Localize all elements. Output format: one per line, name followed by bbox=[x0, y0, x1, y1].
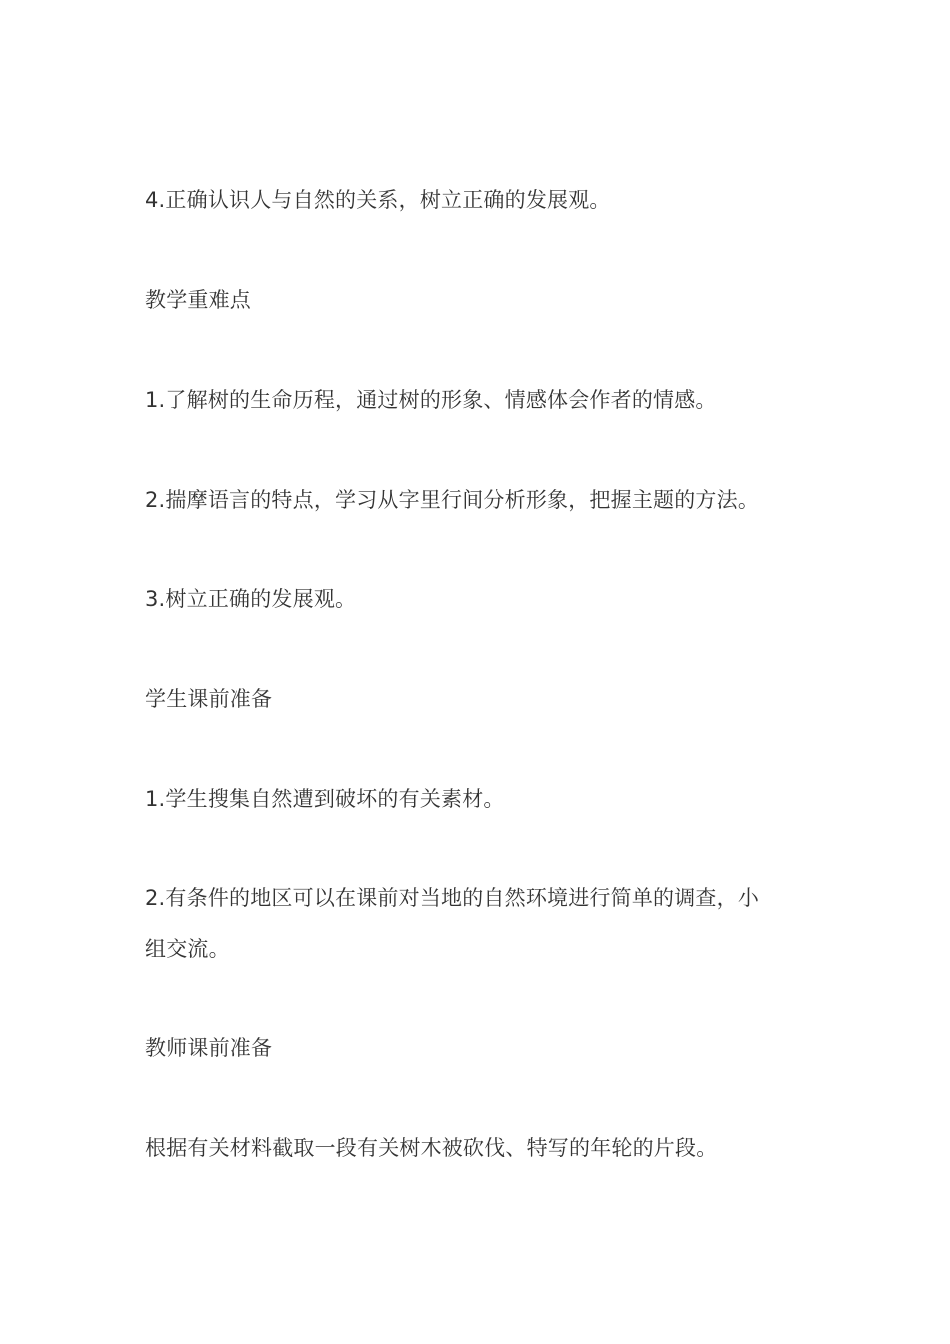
teacher-prep-paragraph: 根据有关材料截取一段有关树木被砍伐、特写的年轮的片段。 bbox=[145, 1136, 718, 1160]
student-prep-2-paragraph-line-1: 2.有条件的地区可以在课前对当地的自然环境进行简单的调查，小 bbox=[145, 886, 760, 910]
student-prep-1-paragraph: 1.学生搜集自然遭到破坏的有关素材。 bbox=[145, 787, 505, 811]
student-prep-2-paragraph-line-2: 组交流。 bbox=[145, 937, 230, 961]
key-point-3-paragraph: 3.树立正确的发展观。 bbox=[145, 587, 357, 611]
student-preparation-heading: 学生课前准备 bbox=[145, 687, 273, 711]
key-point-2-paragraph: 2.揣摩语言的特点，学习从字里行间分析形象，把握主题的方法。 bbox=[145, 488, 760, 512]
objective-4-paragraph: 4.正确认识人与自然的关系，树立正确的发展观。 bbox=[145, 188, 611, 212]
key-difficulties-heading: 教学重难点 bbox=[145, 288, 251, 312]
key-point-1-paragraph: 1.了解树的生命历程，通过树的形象、情感体会作者的情感。 bbox=[145, 388, 717, 412]
teacher-preparation-heading: 教师课前准备 bbox=[145, 1036, 273, 1060]
